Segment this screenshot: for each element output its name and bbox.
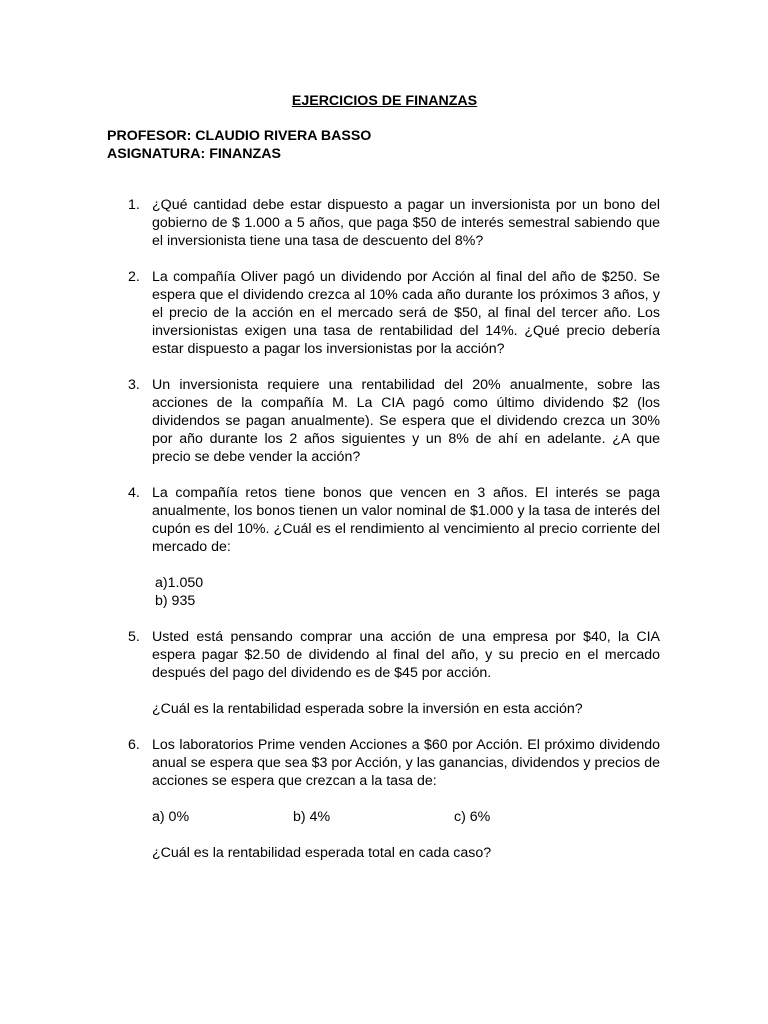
exercise-options (152, 574, 660, 610)
option-b: b) 935 (155, 593, 196, 609)
exercise-item-1 (107, 196, 660, 250)
option-b: b) 4% (293, 809, 331, 825)
exercise-item-5 (107, 628, 660, 718)
exercise-number: 6. (128, 737, 140, 753)
exercise-item-4 (107, 484, 660, 610)
exercise-list (107, 196, 660, 862)
exercise-item-6 (107, 736, 660, 862)
exercise-text: La compañía Oliver pagó un dividendo por Acción al final del año de $250. Se espera que el dividendo crezca al 10% cada año durante los próximos 3 años, y el precio de la acción en el mercado será de $50, al final del tercer año. Los inversionistas exigen una tasa de rentabilidad del 14%. ¿Qué precio debería estar dispuesto a pagar los inversionistas por la acción? (152, 269, 660, 357)
exercise-number: 4. (128, 485, 140, 501)
subject-line: ASIGNATURA: FINANZAS (107, 146, 281, 162)
professor-line: PROFESOR: CLAUDIO RIVERA BASSO (107, 128, 372, 144)
header-block (107, 127, 660, 163)
exercise-options (152, 808, 660, 826)
exercise-number: 5. (128, 629, 140, 645)
option-a: a)1.050 (155, 575, 204, 591)
exercise-number: 2. (128, 269, 140, 285)
exercise-text: La compañía retos tiene bonos que vencen en 3 años. El interés se paga anualmente, los bonos tienen un valor nominal de $1.000 y la tasa de interés del cupón es del 10%. ¿Cuál es el rendimiento al vencimiento al precio corriente del mercado de: (152, 485, 660, 555)
exercise-followup: ¿Cuál es la rentabilidad esperada sobre la inversión en esta acción? (152, 701, 583, 717)
exercise-text: Un inversionista requiere una rentabilidad del 20% anualmente, sobre las acciones de la compañía M. La CIA pagó como último dividendo $2 (los dividendos se pagan anualmente). Se espera que el dividendo crezca un 30% por año durante los 2 años siguientes y un 8% de ahí en adelante. ¿A que precio se debe vender la acción? (152, 377, 660, 465)
exercise-number: 3. (128, 377, 140, 393)
exercise-item-2 (107, 268, 660, 358)
option-c: c) 6% (454, 809, 491, 825)
exercise-text: ¿Qué cantidad debe estar dispuesto a pagar un inversionista por un bono del gobierno de $ 1.000 a 5 años, que paga $50 de interés semestral sabiendo que el inversionista tiene una tasa de descuento del 8%? (152, 197, 660, 249)
exercise-text: Usted está pensando comprar una acción de una empresa por $40, la CIA espera pagar $2.50 de dividendo al final del año, y su precio en el mercado después del pago del dividendo es de $45 por acción. (152, 629, 660, 681)
exercise-followup: ¿Cuál es la rentabilidad esperada total en cada caso? (152, 845, 492, 861)
exercise-text: Los laboratorios Prime venden Acciones a $60 por Acción. El próximo dividendo anual se espera que sea $3 por Acción, y las ganancias, dividendos y precios de acciones se espera que crezcan a la tasa de: (152, 737, 660, 789)
exercise-item-3 (107, 376, 660, 466)
exercise-number: 1. (128, 197, 140, 213)
option-a: a) 0% (152, 809, 190, 825)
document-title: EJERCICIOS DE FINANZAS (291, 93, 478, 109)
